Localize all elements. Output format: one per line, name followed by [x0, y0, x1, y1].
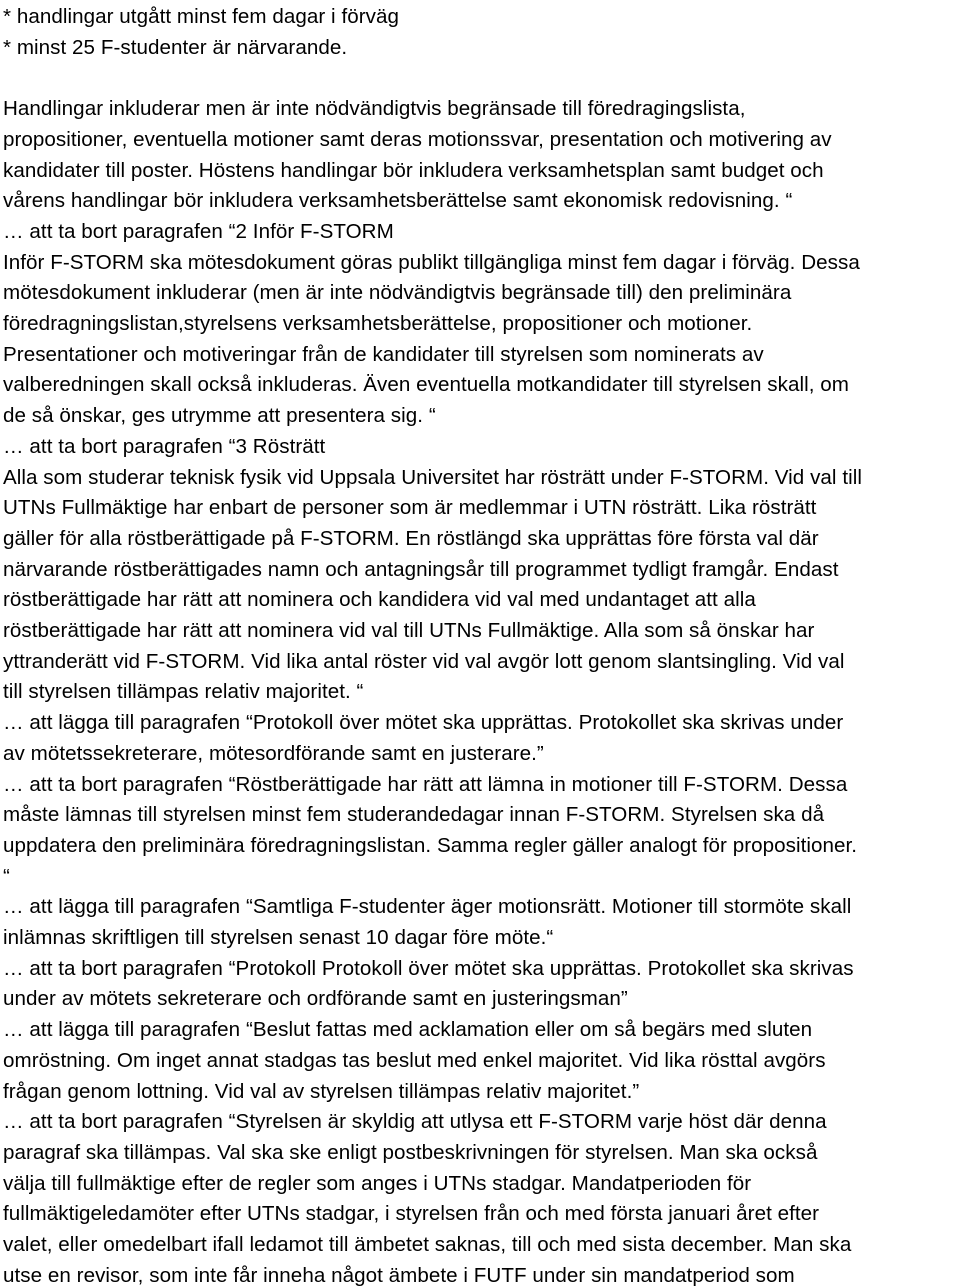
- document-line: välja till fullmäktige efter de regler som anges i UTNs stadgar. Mandatperioden för: [3, 1171, 752, 1195]
- document-line: paragraf ska tillämpas. Val ska ske enligt postbeskrivningen för styrelsen. Man ska också: [3, 1140, 818, 1164]
- document-line: … att lägga till paragrafen “Samtliga F-studenter äger motionsrätt. Motioner till stormöte skall: [3, 895, 852, 919]
- document-line: röstberättigade har rätt att nominera vid val till UTNs Fullmäktige. Alla som så önskar har: [3, 619, 815, 642]
- document-line: frågan genom lottning. Vid val av styrelsen tillämpas relativ majoritet.”: [3, 1079, 640, 1103]
- document-line: … att ta bort paragrafen “Styrelsen är skyldig att utlysa ett F-STORM varje höst där denna: [3, 1110, 827, 1134]
- document-line: … att ta bort paragrafen “Protokoll Protokoll över mötet ska upprättas. Protokollet ska skrivas: [3, 956, 854, 980]
- document-line: … att ta bort paragrafen “Röstberättigade har rätt att lämna in motioner till F-STORM. Dessa: [3, 772, 848, 796]
- document-line: inlämnas skriftligen till styrelsen senast 10 dagar före möte.“: [3, 926, 554, 949]
- document-line: valberedningen skall också inkluderas. Även eventuella motkandidater till styrelsen skall, om: [3, 373, 849, 397]
- document-line: … att ta bort paragrafen “3 Rösträtt: [3, 434, 326, 458]
- document-line: Alla som studerar teknisk fysik vid Uppsala Universitet har rösträtt under F-STORM. Vid val till: [3, 465, 862, 489]
- document-line: “: [3, 864, 10, 888]
- document-line: närvarande röstberättigades namn och antagningsår till programmet tydligt framgår. Endast: [3, 557, 839, 581]
- document-line: kandidater till poster. Höstens handlingar bör inkludera verksamhetsplan samt budget och: [3, 158, 824, 182]
- document-line: måste lämnas till styrelsen minst fem studerandedagar innan F-STORM. Styrelsen ska då: [3, 803, 825, 827]
- document-line: propositioner, eventuella motioner samt deras motionssvar, presentation och motivering av: [3, 127, 832, 151]
- document-line: Handlingar inkluderar men är inte nödvändigtvis begränsade till föredragingslista,: [3, 97, 746, 121]
- document-line: utse en revisor, som inte får inneha något ämbete i FUTF under sin mandatperiod som: [3, 1263, 795, 1287]
- document-line: under av mötets sekreterare och ordförande samt en justeringsman”: [3, 987, 628, 1011]
- document-line: fullmäktigeledamöter efter UTNs stadgar, i styrelsen från och med första januari året efter: [3, 1202, 820, 1226]
- document-line: * minst 25 F-studenter är närvarande.: [3, 35, 348, 59]
- document-line: vårens handlingar bör inkludera verksamhetsberättelse samt ekonomisk redovisning. “: [3, 189, 793, 213]
- document-line: valet, eller omedelbart ifall ledamot till ämbetet saknas, till och med sista december. Man ska: [3, 1233, 852, 1256]
- document-line: de så önskar, ges utrymme att presentera sig. “: [3, 404, 436, 428]
- document-line: Inför F-STORM ska mötesdokument göras publikt tillgängliga minst fem dagar i förväg. Dessa: [3, 250, 860, 274]
- document-line: röstberättigade har rätt att nominera och kandidera vid val med undantaget att alla: [3, 588, 756, 612]
- document-line: uppdatera den preliminära föredragningslistan. Samma regler gäller analogt för propositioner.: [3, 833, 858, 857]
- document-line: * handlingar utgått minst fem dagar i förväg: [3, 5, 399, 28]
- document-line: … att lägga till paragrafen “Beslut fattas med acklamation eller om så begärs med sluten: [3, 1018, 813, 1042]
- document-line: föredragningslistan,styrelsens verksamhetsberättelse, propositioner och motioner.: [3, 312, 753, 335]
- document-line: … att ta bort paragrafen “2 Inför F-STORM: [3, 219, 394, 243]
- document-line: Presentationer och motiveringar från de kandidater till styrelsen som nominerats av: [3, 342, 764, 366]
- document-line: av mötetssekreterare, mötesordförande samt en justerare.”: [3, 741, 544, 765]
- document-line: yttranderätt vid F-STORM. Vid lika antal röster vid val avgör lott genom slantsingling. Vid val: [3, 649, 845, 673]
- document-line: mötesdokument inkluderar (men är inte nödvändigtvis begränsade till) den preliminära: [3, 281, 792, 305]
- document-line: gäller för alla röstberättigade på F-STORM. En röstlängd ska upprättas före första val där: [3, 526, 819, 550]
- document-line: till styrelsen tillämpas relativ majoritet. “: [3, 680, 364, 704]
- document-line: UTNs Fullmäktige har enbart de personer som är medlemmar i UTN rösträtt. Lika rösträtt: [3, 496, 817, 520]
- document-line: … att lägga till paragrafen “Protokoll över mötet ska upprättas. Protokollet ska skrivas under: [3, 711, 844, 735]
- document-line: omröstning. Om inget annat stadgas tas beslut med enkel majoritet. Vid lika rösttal avgörs: [3, 1048, 826, 1072]
